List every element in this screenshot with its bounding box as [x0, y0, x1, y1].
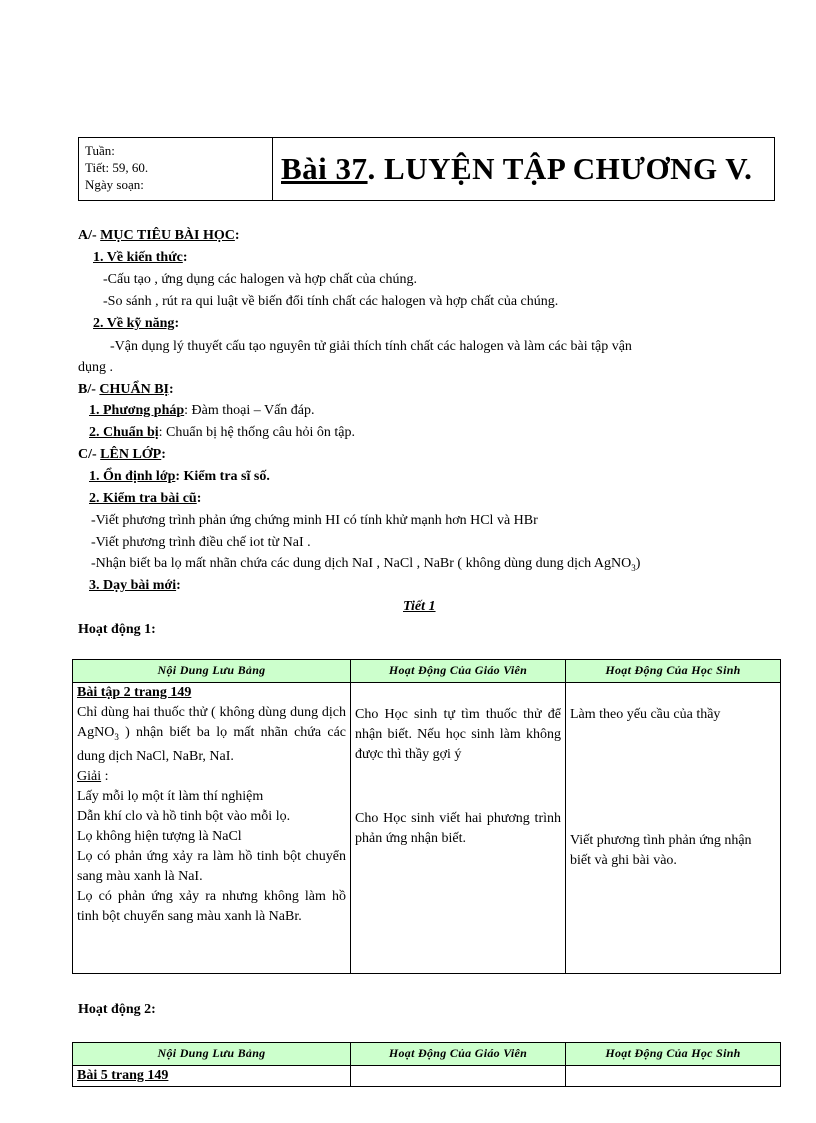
exercise-text-post: ) nhận biết ba lọ mất nhãn chứa các dung dịch NaCl, NaBr, NaI.: [77, 725, 346, 764]
section-a-heading: [78, 228, 240, 244]
lesson-title: [273, 138, 774, 200]
solution-colon: :: [101, 768, 109, 784]
solution-line: Dẫn khí clo và hồ tinh bột vào mỗi lọ.: [77, 808, 291, 824]
teacher-step-1: Cho Học sinh tự tìm thuốc thử để nhận biết. Nếu học sinh làm không được thì thầy gợi ý: [355, 707, 561, 762]
period-label: Tiết: 59, 60.: [85, 160, 149, 175]
check-heading: [89, 491, 201, 507]
lesson-number: Bài 37: [281, 151, 368, 186]
check-item-3: [91, 556, 640, 573]
column-header-content: Nội Dung Lưu Bảng: [73, 660, 351, 683]
section-c-title: LÊN LỚP: [100, 447, 162, 462]
section-c-heading: [78, 447, 166, 463]
lesson-info: [79, 138, 273, 200]
table-row: [73, 683, 781, 974]
section-a-colon: :: [234, 228, 240, 243]
section-b-heading: [78, 382, 174, 398]
knowledge-label: 1. Về kiến thức: [93, 250, 183, 265]
activity-2-table: [72, 1042, 781, 1087]
teacher-step-2: Cho Học sinh viết hai phương trình phản ứng nhận biết.: [355, 811, 561, 846]
column-header-content: Nội Dung Lưu Bảng: [73, 1043, 351, 1066]
table-header-row: [73, 1043, 781, 1066]
new-lesson-colon: :: [176, 578, 181, 593]
lesson-header: [78, 137, 775, 201]
check-item-3-subscript: 3: [631, 562, 636, 573]
content-cell: [73, 1066, 351, 1087]
prep-label: 2. Chuẩn bị: [89, 425, 159, 440]
teacher-cell: [351, 1066, 566, 1087]
column-header-teacher: Hoạt Động Của Giáo Viên: [351, 1043, 566, 1066]
table-row: [73, 1066, 781, 1087]
section-c-prefix: C/-: [78, 447, 97, 462]
period-heading: Tiết 1: [403, 599, 436, 614]
prep-line: [89, 425, 355, 441]
knowledge-item-1: -Cấu tạo , ứng dụng các halogen và hợp chất của chúng.: [103, 272, 417, 287]
exercise-title: Bài 5 trang 149: [77, 1068, 169, 1083]
check-item-3-text: -Nhận biết ba lọ mất nhãn chứa các dung dịch NaI , NaCl , NaBr ( không dùng dung dịch AgNO: [91, 556, 632, 571]
section-b-prefix: B/-: [78, 382, 96, 397]
section-a-prefix: A/-: [78, 228, 97, 243]
date-label: Ngày soạn:: [85, 177, 144, 192]
student-cell: [566, 1066, 781, 1087]
skills-label: 2. Về kỹ năng: [93, 316, 175, 331]
check-item-3-close: ): [635, 556, 641, 571]
exercise-text: [77, 703, 346, 767]
new-lesson-label: 3. Dạy bài mới: [89, 578, 177, 593]
activity-1-table: [72, 659, 781, 974]
knowledge-item-2: -So sánh , rút ra qui luật về biến đổi tính chất các halogen và hợp chất của chúng.: [103, 294, 559, 309]
exercise-text-subscript: 3: [114, 731, 119, 742]
skills-colon: :: [174, 316, 180, 331]
activity-2-heading: Hoạt động 2:: [78, 1002, 156, 1017]
activity-1-heading: Hoạt động 1:: [78, 622, 156, 637]
knowledge-heading: [93, 250, 187, 266]
stabilize-line: [89, 469, 270, 485]
column-header-teacher: Hoạt Động Của Giáo Viên: [351, 660, 566, 683]
solution-line: Lấy mỗi lọ một ít làm thí nghiệm: [77, 788, 264, 804]
check-item-1: -Viết phương trình phản ứng chứng minh HI có tính khử mạnh hơn HCl và HBr: [91, 513, 538, 528]
check-label: 2. Kiểm tra bài cũ: [89, 491, 197, 506]
skills-line-2: dụng .: [78, 360, 113, 375]
stabilize-label: 1. Ổn định lớp: [89, 469, 176, 484]
check-colon: :: [196, 491, 202, 506]
skills-heading: [93, 316, 179, 332]
table-header-row: [73, 660, 781, 683]
method-label: 1. Phương pháp: [89, 403, 185, 418]
lesson-title-text: . LUYỆN TẬP CHƯƠNG V.: [367, 151, 753, 186]
section-b-title: CHUẨN BỊ: [99, 382, 170, 397]
stabilize-text: : Kiểm tra sĩ số.: [175, 469, 270, 484]
week-label: Tuần:: [85, 143, 115, 158]
solution-label: Giải: [77, 768, 102, 784]
solution-line: Lọ không hiện tượng là NaCl: [77, 828, 242, 844]
section-b-colon: :: [169, 382, 174, 397]
method-line: [89, 403, 315, 419]
section-c-colon: :: [161, 447, 166, 462]
method-text: : Đàm thoại – Vấn đáp.: [184, 403, 315, 418]
content-cell: [73, 683, 351, 974]
student-step-2: Viết phương tình phản ứng nhận biết và ghi bài vào.: [570, 833, 752, 868]
teacher-cell: [351, 683, 566, 974]
exercise-title: Bài tập 2 trang 149: [77, 685, 192, 700]
exercise-text-pre: Chỉ dùng hai thuốc thử ( không dùng dung dịch AgNO: [77, 705, 346, 740]
skills-line-1: -Vận dụng lý thuyết cấu tạo nguyên tử giải thích tính chất các halogen và làm các bài tập vận: [110, 339, 632, 354]
solution-line: Lọ có phản ứng xảy ra nhưng không làm hồ tinh bột chuyển sang màu xanh là NaBr.: [77, 888, 346, 924]
column-header-student: Hoạt Động Của Học Sinh: [566, 1043, 781, 1066]
student-cell: [566, 683, 781, 974]
new-lesson-heading: [89, 578, 181, 594]
section-a-title: MỤC TIÊU BÀI HỌC: [100, 228, 235, 243]
student-step-1: Làm theo yếu cầu của thầy: [570, 707, 721, 722]
check-item-2: -Viết phương trình điều chế iot từ NaI .: [91, 535, 311, 550]
knowledge-colon: :: [182, 250, 188, 265]
prep-text: : Chuẩn bị hệ thống câu hỏi ôn tập.: [158, 425, 356, 440]
solution-line: Lọ có phản ứng xảy ra làm hồ tinh bột chuyển sang màu xanh là NaI.: [77, 848, 346, 884]
column-header-student: Hoạt Động Của Học Sinh: [566, 660, 781, 683]
solution-heading: [77, 767, 346, 787]
